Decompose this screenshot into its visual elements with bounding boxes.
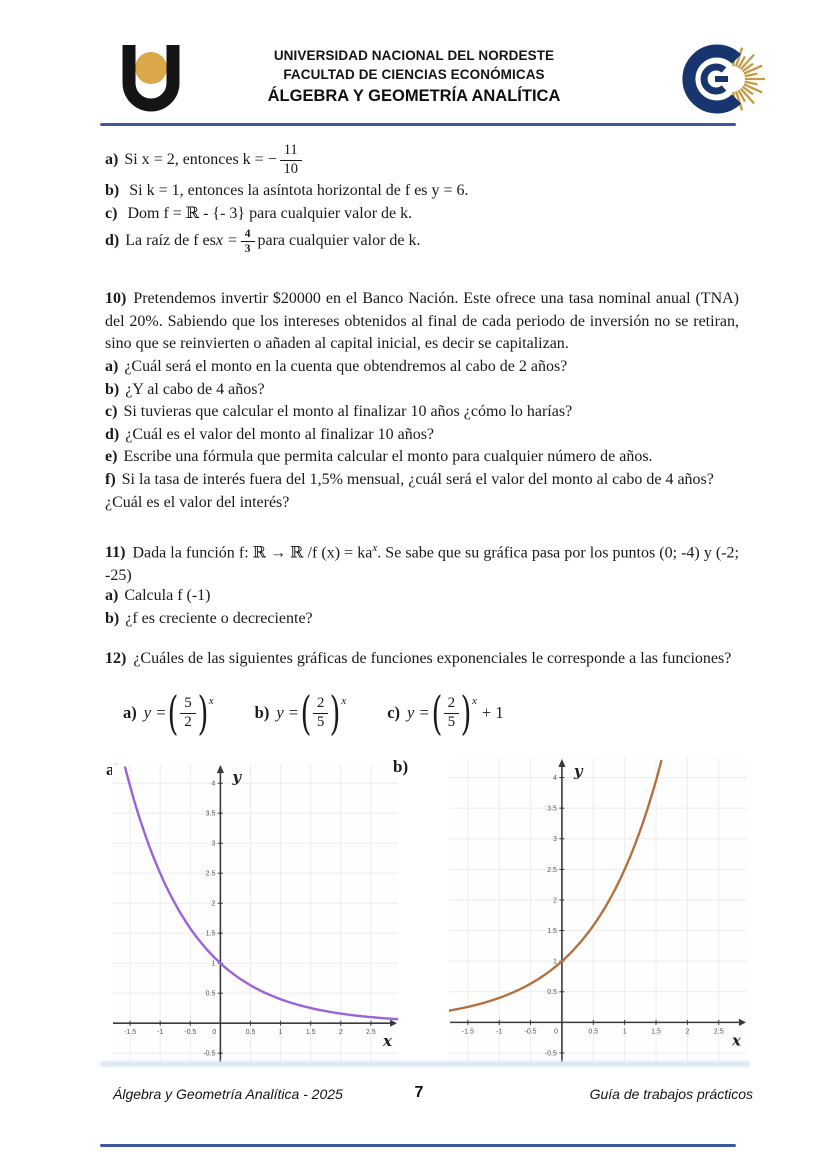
svg-text:1: 1 bbox=[553, 958, 557, 966]
svg-text:3.5: 3.5 bbox=[205, 810, 216, 818]
footer-rule bbox=[100, 1144, 736, 1147]
item-label: d) bbox=[105, 232, 120, 250]
item-label: b) bbox=[105, 609, 120, 627]
item-label: c) bbox=[105, 403, 118, 421]
formula-a bbox=[123, 686, 219, 740]
exercise-text: Pretendemos invertir $20000 en el Banco Nación. Este ofrece una tasa nominal anual (TNA) del 20%. Sabiendo que los intereses obtenidos al final de cada periodo de inversión no se retiran, sino que se reinvierten o añaden al capital inicial, es decir se capitalizan. bbox=[105, 290, 739, 353]
formula-label: b) bbox=[254, 703, 270, 722]
exercise-number: 11) bbox=[105, 544, 126, 562]
exercise-10-items bbox=[105, 356, 745, 514]
header-title-block bbox=[214, 46, 614, 106]
formula-lhs: y = bbox=[143, 703, 167, 722]
svg-text:-1: -1 bbox=[496, 1028, 503, 1036]
right-paren: ) bbox=[197, 686, 209, 740]
exercise-item bbox=[105, 379, 745, 402]
answer-item-c bbox=[105, 203, 745, 226]
exercise-11-items bbox=[105, 585, 745, 630]
exponent: x bbox=[472, 695, 477, 707]
formula-suffix: + 1 bbox=[481, 703, 504, 722]
item-text: La raíz de f es bbox=[125, 232, 216, 250]
graph-b-plot bbox=[449, 758, 747, 1064]
fraction-2-5: $\frac{2}{5}$ bbox=[313, 696, 329, 731]
svg-text:-0.5: -0.5 bbox=[524, 1028, 537, 1036]
right-paren: ) bbox=[329, 686, 341, 740]
exercise-item bbox=[105, 608, 745, 631]
exercise-number: 12) bbox=[105, 650, 127, 667]
exercise-text: ¿Cuáles de las siguientes gráficas de funciones exponenciales le corresponde a las funciones? bbox=[133, 650, 732, 667]
ce-sunburst-icon bbox=[674, 38, 766, 124]
right-paren: ) bbox=[460, 686, 472, 740]
page-number: 7 bbox=[414, 1084, 424, 1101]
exercise-item bbox=[105, 585, 745, 608]
ciencias-economicas-logo bbox=[674, 38, 766, 129]
graph-b-label: b) bbox=[393, 757, 409, 776]
item-text: ¿Y al cabo de 4 años? bbox=[125, 380, 265, 398]
item-label: b) bbox=[105, 380, 120, 398]
item-label: e) bbox=[105, 448, 118, 466]
item-text: para cualquier valor de k. bbox=[257, 232, 421, 250]
fraction-2-5: $\frac{2}{5}$ bbox=[444, 696, 460, 731]
item-label: d) bbox=[105, 425, 120, 443]
svg-text:1: 1 bbox=[211, 960, 216, 968]
exercise-item bbox=[105, 469, 745, 514]
svg-text:y: y bbox=[573, 762, 583, 780]
fraction-5-2: $\frac{5}{2}$ bbox=[180, 696, 196, 731]
answer-item-b bbox=[105, 180, 745, 203]
exponent: x bbox=[372, 542, 378, 554]
item-label: a) bbox=[105, 151, 119, 168]
answer-item-d bbox=[105, 227, 745, 255]
exponent: x bbox=[341, 695, 347, 707]
exercise-item bbox=[105, 424, 745, 447]
item-text: Si k = 1, entonces la asíntota horizontal de f es y = 6. bbox=[129, 182, 469, 199]
left-paren: ( bbox=[300, 686, 312, 740]
exercise-item bbox=[105, 356, 745, 379]
item-text: Si la tasa de interés fuera del 1,5% mensual, ¿cuál será el valor del monto al cabo de 4 años? ¿Cuál es el valor del interés? bbox=[105, 470, 714, 511]
svg-text:3: 3 bbox=[211, 840, 216, 848]
svg-text:2: 2 bbox=[685, 1028, 690, 1036]
u-logo-icon bbox=[103, 42, 199, 122]
svg-text:1.5: 1.5 bbox=[651, 1028, 661, 1036]
graph-a-plot bbox=[112, 764, 398, 1064]
svg-text:0: 0 bbox=[212, 1029, 217, 1037]
svg-text:0.5: 0.5 bbox=[547, 989, 557, 997]
fraction-11-10: $\frac{11}{10}$ bbox=[280, 143, 302, 176]
item-text: Calcula f (-1) bbox=[124, 587, 211, 604]
item-text: Si x = 2, entonces k = − bbox=[124, 151, 277, 168]
item-text: ¿f es creciente o decreciente? bbox=[125, 609, 313, 627]
item-label: a) bbox=[105, 587, 119, 604]
svg-text:1: 1 bbox=[278, 1029, 283, 1037]
answers-list bbox=[105, 140, 745, 255]
svg-text:x: x bbox=[383, 1032, 392, 1051]
exercise-text: . Se sabe que su gráfica pasa por los puntos (0; -4) y (-2; -25) bbox=[105, 544, 740, 584]
svg-text:0.5: 0.5 bbox=[205, 990, 216, 998]
formula-lhs: y = bbox=[276, 703, 299, 722]
svg-text:4: 4 bbox=[553, 774, 557, 782]
formula-b bbox=[254, 686, 352, 740]
item-label: f) bbox=[105, 470, 116, 488]
fraction-4-3: $\frac{4}{3}$ bbox=[241, 228, 255, 255]
item-label: b) bbox=[105, 182, 120, 199]
svg-text:x: x bbox=[732, 1031, 741, 1050]
svg-text:2: 2 bbox=[553, 897, 557, 905]
svg-text:1: 1 bbox=[622, 1028, 627, 1036]
svg-text:2.5: 2.5 bbox=[713, 1028, 724, 1036]
left-paren: ( bbox=[167, 686, 179, 740]
answer-item-a bbox=[105, 140, 745, 180]
exercise-number: 10) bbox=[105, 290, 127, 307]
formula-label: c) bbox=[387, 703, 401, 722]
exponent: x bbox=[208, 695, 214, 707]
graphs-bottom-edge bbox=[100, 1061, 750, 1067]
svg-text:3: 3 bbox=[553, 836, 557, 844]
svg-text:-0.5: -0.5 bbox=[184, 1029, 197, 1037]
svg-text:y: y bbox=[232, 768, 242, 786]
exercise-12-formulas bbox=[123, 684, 504, 742]
svg-text:3.5: 3.5 bbox=[547, 805, 557, 813]
item-text: ¿Cuál será el monto en la cuenta que obtendremos al cabo de 2 años? bbox=[124, 358, 568, 375]
graph-a-label: a) bbox=[106, 760, 121, 779]
unne-university-logo bbox=[103, 42, 199, 127]
faculty-name: FACULTAD DE CIENCIAS ECONÓMICAS bbox=[283, 67, 545, 82]
svg-text:-1.5: -1.5 bbox=[461, 1028, 474, 1036]
svg-text:2.5: 2.5 bbox=[205, 870, 216, 878]
item-label: c) bbox=[105, 204, 118, 222]
variable: x = bbox=[215, 232, 238, 250]
svg-text:-1: -1 bbox=[157, 1029, 164, 1037]
item-label: a) bbox=[105, 358, 119, 375]
exercise-item bbox=[105, 401, 745, 424]
course-title: ÁLGEBRA Y GEOMETRÍA ANALÍTICA bbox=[267, 87, 561, 105]
exercise-11-intro bbox=[105, 537, 739, 588]
svg-text:-0.5: -0.5 bbox=[544, 1050, 557, 1058]
left-paren: ( bbox=[431, 686, 442, 740]
exercise-10-intro bbox=[105, 288, 739, 356]
footer-course-name: Álgebra y Geometría Analítica - 2025 bbox=[113, 1086, 343, 1102]
formula-lhs: y = bbox=[407, 703, 430, 722]
svg-text:-0.5: -0.5 bbox=[203, 1050, 216, 1058]
exercise-12-question bbox=[105, 648, 739, 671]
exercise-item bbox=[105, 446, 745, 469]
item-text: Escribe una fórmula que permita calcular el monto para cualquier número de años. bbox=[123, 448, 653, 466]
svg-text:1.5: 1.5 bbox=[305, 1029, 316, 1037]
formula-label: a) bbox=[123, 703, 137, 722]
svg-text:1.5: 1.5 bbox=[547, 927, 557, 935]
svg-text:2.5: 2.5 bbox=[547, 866, 557, 874]
svg-text:-1.5: -1.5 bbox=[124, 1029, 137, 1037]
svg-text:0.5: 0.5 bbox=[588, 1028, 599, 1036]
formula-c bbox=[387, 686, 504, 740]
item-text: Si tuvieras que calcular el monto al finalizar 10 años ¿cómo lo harías? bbox=[123, 403, 573, 421]
footer-guide-name: Guía de trabajos prácticos bbox=[589, 1086, 753, 1102]
svg-text:0: 0 bbox=[553, 1028, 558, 1036]
header-rule bbox=[100, 123, 736, 126]
exercise-text: Dada la función f: ℝ → ℝ /f (x) = ka bbox=[132, 544, 373, 562]
svg-text:1.5: 1.5 bbox=[205, 930, 216, 938]
university-name: UNIVERSIDAD NACIONAL DEL NORDESTE bbox=[273, 48, 555, 63]
item-text: ¿Cuál es el valor del monto al finalizar 10 años? bbox=[125, 425, 435, 443]
svg-text:2.5: 2.5 bbox=[366, 1029, 376, 1037]
svg-text:0.5: 0.5 bbox=[245, 1029, 256, 1037]
svg-text:2: 2 bbox=[211, 900, 216, 908]
svg-text:4: 4 bbox=[211, 780, 216, 788]
svg-text:2: 2 bbox=[338, 1029, 343, 1037]
item-text: Dom f = ℝ - {- 3} para cualquier valor de k. bbox=[127, 204, 413, 222]
